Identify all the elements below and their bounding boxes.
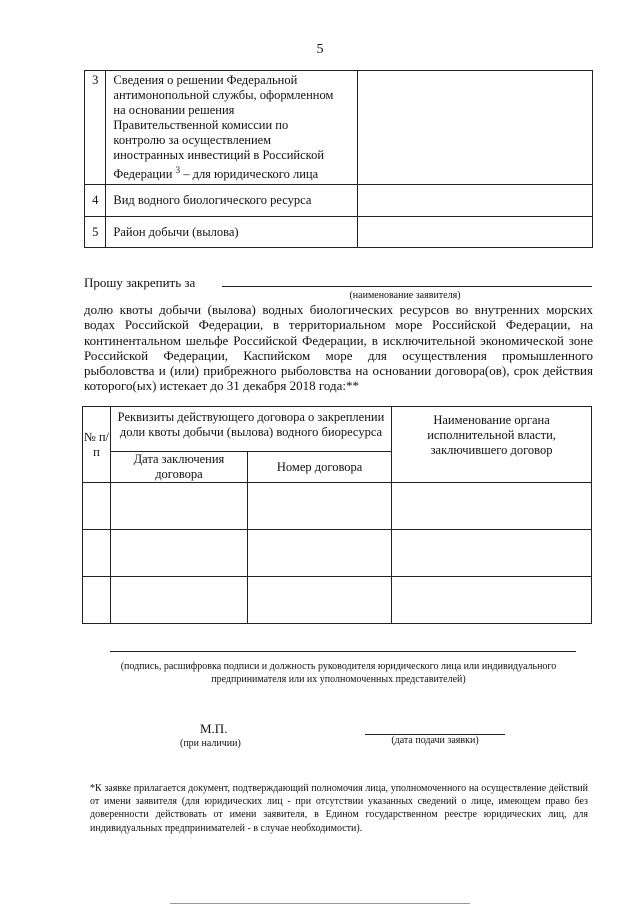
page-number: 5 [316, 42, 324, 57]
table-row [85, 71, 593, 185]
applicant-info-table [84, 70, 593, 248]
date-caption: (дата подачи заявки) [391, 735, 479, 746]
value-field[interactable] [357, 185, 592, 217]
table-row [83, 483, 592, 530]
label-line: контролю за осуществлением [113, 133, 272, 147]
label-line: Правительственной комиссии по [113, 118, 289, 132]
column-contract-number-header: Номер договора [248, 452, 392, 483]
contract-details-header: Реквизиты действующего договора о закреплении доли квоты добычи (вылова) водного биоресурса [110, 407, 391, 452]
row-number: 5 [85, 217, 106, 248]
label-line: Федерации [113, 167, 176, 182]
row-number: 4 [85, 185, 106, 217]
row-label: Район добычи (вылова) [106, 217, 357, 248]
column-org-header: Наименование органа исполнительной власти, заключившего договор [392, 407, 592, 483]
row-number: 3 [85, 71, 106, 185]
cell-org[interactable] [392, 530, 592, 577]
column-number-header: № п/п [83, 407, 111, 483]
table-row [83, 530, 592, 577]
contracts-table [82, 406, 592, 624]
label-line: Сведения о решении Федеральной [113, 73, 298, 87]
cell-num[interactable] [83, 577, 111, 624]
table-row [85, 185, 593, 217]
cell-contract-number[interactable] [248, 483, 392, 530]
applicant-name-hint: (наименование заявителя) [349, 290, 461, 301]
footnote-text: *К заявке прилагается документ, подтверждающий полномочия лица, уполномоченного на осуществление действий от имени заявителя (для юридических лиц - при отсутствии указанных сведений о лице, имеющем право без доверенности действовать от имени заявителя, в Едином государственном реестре юридических лиц, для индивидуальных предпринимателей - в случае необходимости). [90, 783, 588, 834]
label-line: иностранных инвестиций в Российской [113, 148, 325, 162]
request-paragraph: долю квоты добычи (вылова) водных биологических ресурсов во внутренних морских водах Российской Федерации, в территориальном море Российской Федерации, на континентальном шельфе Российской Федерации, в исключительной экономической зоне Российской Федерации, Каспийском море для осуществления промышленного рыболовства и (или) прибрежного рыболовства на основании договора(ов), срок действия которого(ых) истекает до 31 декабря 2018 года:** [84, 302, 593, 394]
label-line: антимонопольной службы, оформленном [113, 88, 334, 102]
row-label: Вид водного биологического ресурса [106, 185, 357, 217]
applicant-name-line[interactable] [222, 286, 592, 287]
stamp-sub: (при наличии) [180, 738, 241, 749]
label-line: на основании решения [113, 103, 235, 117]
cell-num[interactable] [83, 530, 111, 577]
signature-caption: (подпись, расшифровка подписи и должность руководителя юридического лица или индивидуального предпринимателя или их уполномоченных представителей) [120, 661, 557, 685]
cell-contract-number[interactable] [248, 530, 392, 577]
cell-date[interactable] [110, 483, 247, 530]
label-line: – для юридического лица [180, 167, 319, 182]
cell-num[interactable] [83, 483, 111, 530]
page-bottom-rule [170, 903, 470, 904]
cell-org[interactable] [392, 483, 592, 530]
value-field[interactable] [357, 217, 592, 248]
cell-date[interactable] [110, 577, 247, 624]
table-row [85, 217, 593, 248]
cell-org[interactable] [392, 577, 592, 624]
column-date-header: Дата заключения договора [110, 452, 247, 483]
value-field[interactable] [357, 71, 592, 185]
request-prefix: Прошу закрепить за [84, 275, 196, 290]
cell-contract-number[interactable] [248, 577, 392, 624]
header-row [83, 407, 592, 452]
table-row [83, 577, 592, 624]
footnote-mark: 3 [175, 165, 181, 175]
row-label [106, 71, 357, 185]
signature-line[interactable] [110, 651, 576, 652]
cell-date[interactable] [110, 530, 247, 577]
stamp-label: М.П. [200, 721, 228, 736]
